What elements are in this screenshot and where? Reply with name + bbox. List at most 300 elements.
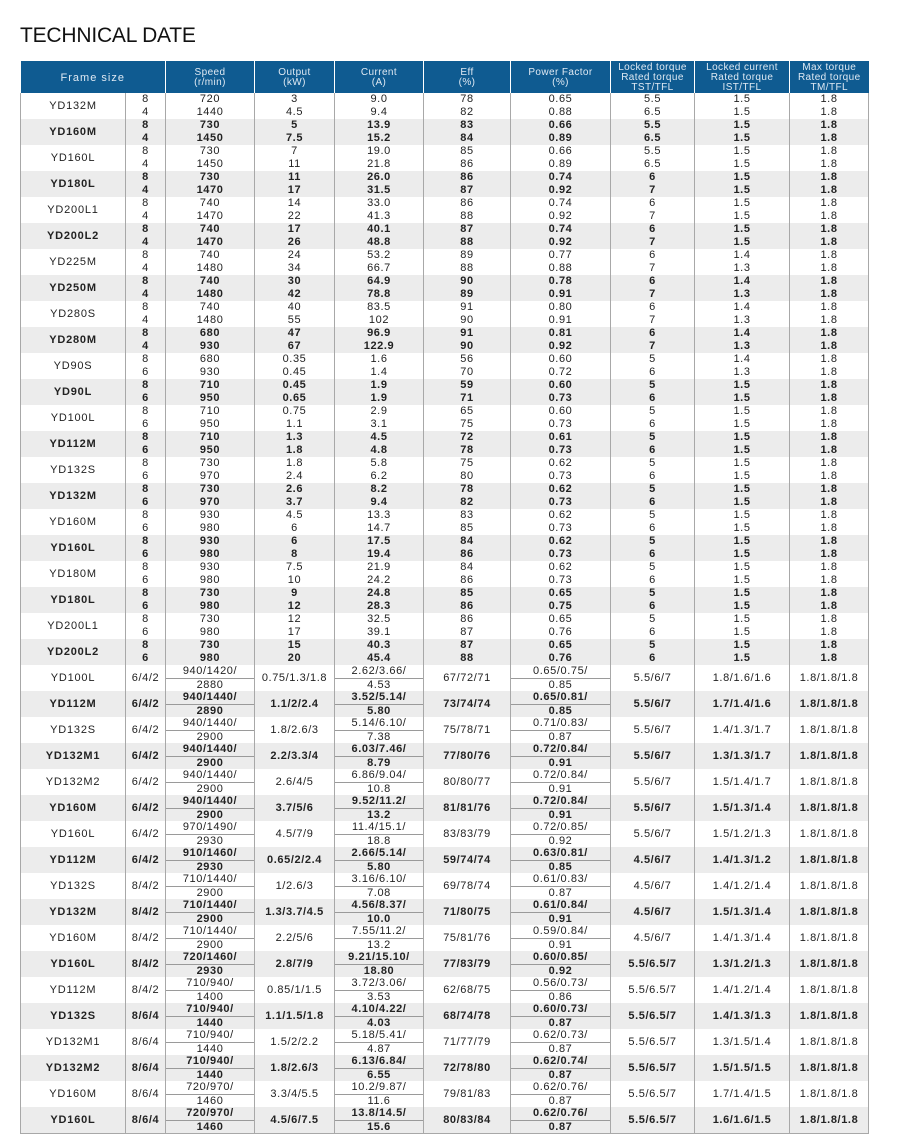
speed-cell: 1450 — [166, 132, 255, 145]
eff-cell: 84 — [424, 561, 511, 574]
header-current-unit: (A) — [371, 76, 387, 88]
max-torque-cell: 1.8/1.8/1.8 — [790, 691, 869, 717]
poles-cell: 4 — [126, 106, 166, 119]
power-factor-cell-line2: 0.87 — [548, 886, 573, 899]
power-factor-cell-line1: 0.62/0.74/ — [511, 1055, 610, 1069]
header-lc-l3: IST/TFL — [722, 81, 762, 93]
speed-cell: 730 — [166, 639, 255, 652]
locked-torque-cell: 6.5 — [611, 158, 695, 171]
output-cell: 8 — [255, 548, 335, 561]
table-row — [21, 236, 869, 249]
locked-torque-cell: 5 — [611, 561, 695, 574]
max-torque-cell: 1.8 — [790, 418, 869, 431]
output-cell: 15 — [255, 639, 335, 652]
locked-current-cell: 1.3/1.5/1.4 — [695, 1029, 790, 1055]
power-factor-cell-line1: 0.65/0.75/ — [511, 665, 610, 679]
current-cell: 21.8 — [335, 158, 424, 171]
current-cell: 26.0 — [335, 171, 424, 184]
current-cell: 45.4 — [335, 652, 424, 665]
output-cell: 0.35 — [255, 353, 335, 366]
poles-cell: 6 — [126, 626, 166, 639]
current-cell-line1: 13.8/14.5/ — [335, 1107, 423, 1121]
header-current-label: Current — [360, 66, 398, 78]
locked-current-cell: 1.4 — [695, 327, 790, 340]
frame-size-cell: YD160M — [21, 795, 126, 821]
speed-cell-line1: 940/1440/ — [166, 717, 254, 731]
max-torque-cell: 1.8 — [790, 639, 869, 652]
speed-cell: 730 — [166, 171, 255, 184]
speed-cell-line1: 940/1440/ — [166, 769, 254, 783]
output-cell: 1.1/2/2.4 — [255, 691, 335, 717]
eff-cell: 88 — [424, 210, 511, 223]
frame-size-cell: YD132M — [21, 899, 126, 925]
power-factor-cell-stack — [511, 717, 610, 743]
locked-current-cell: 1.3/1.2/1.3 — [695, 951, 790, 977]
frame-size-cell: YD132S — [21, 457, 126, 483]
output-cell: 4.5 — [255, 106, 335, 119]
output-cell: 7.5 — [255, 561, 335, 574]
locked-current-cell: 1.5 — [695, 587, 790, 600]
current-cell: 3.1 — [335, 418, 424, 431]
speed-cell — [166, 847, 255, 873]
speed-cell — [166, 1081, 255, 1107]
locked-current-cell: 1.5 — [695, 561, 790, 574]
locked-current-cell: 1.5 — [695, 535, 790, 548]
current-cell-line1: 9.52/11.2/ — [335, 795, 423, 809]
speed-cell: 980 — [166, 522, 255, 535]
speed-cell-line2: 2930 — [196, 834, 224, 847]
poles-cell: 8/6/4 — [126, 1107, 166, 1134]
table-row — [21, 769, 869, 795]
speed-cell — [166, 795, 255, 821]
table-row — [21, 171, 869, 184]
frame-size-cell: YD132S — [21, 717, 126, 743]
poles-cell: 8 — [126, 223, 166, 236]
current-cell: 9.4 — [335, 496, 424, 509]
output-cell: 11 — [255, 171, 335, 184]
current-cell: 9.4 — [335, 106, 424, 119]
poles-cell: 8 — [126, 613, 166, 626]
speed-cell-line2: 2900 — [196, 938, 224, 951]
output-cell: 1.3/3.7/4.5 — [255, 899, 335, 925]
power-factor-cell-line2: 0.87 — [548, 1042, 573, 1055]
current-cell: 64.9 — [335, 275, 424, 288]
eff-cell: 90 — [424, 340, 511, 353]
locked-torque-cell: 5 — [611, 457, 695, 470]
speed-cell — [166, 951, 255, 977]
locked-current-cell: 1.5 — [695, 392, 790, 405]
power-factor-cell — [511, 717, 611, 743]
table-row — [21, 899, 869, 925]
frame-size-cell: YD200L1 — [21, 613, 126, 639]
output-cell: 0.65 — [255, 392, 335, 405]
power-factor-cell — [511, 1003, 611, 1029]
speed-cell — [166, 691, 255, 717]
current-cell: 66.7 — [335, 262, 424, 275]
output-cell: 26 — [255, 236, 335, 249]
locked-current-cell: 1.5 — [695, 652, 790, 665]
locked-torque-cell: 6.5 — [611, 132, 695, 145]
current-cell: 8.2 — [335, 483, 424, 496]
max-torque-cell: 1.8/1.8/1.8 — [790, 1029, 869, 1055]
table-row — [21, 509, 869, 522]
current-cell-stack — [335, 743, 423, 769]
speed-cell: 950 — [166, 444, 255, 457]
locked-current-cell: 1.4/1.3/1.2 — [695, 847, 790, 873]
locked-current-cell: 1.5 — [695, 158, 790, 171]
current-cell — [335, 717, 424, 743]
locked-current-cell: 1.5/1.4/1.7 — [695, 769, 790, 795]
locked-current-cell: 1.5 — [695, 444, 790, 457]
speed-cell-line1: 710/940/ — [166, 1003, 254, 1017]
locked-current-cell: 1.5 — [695, 171, 790, 184]
locked-torque-cell: 5.5 — [611, 93, 695, 106]
table-row — [21, 197, 869, 210]
table-row — [21, 379, 869, 392]
max-torque-cell: 1.8 — [790, 314, 869, 327]
current-cell: 39.1 — [335, 626, 424, 639]
poles-cell: 8 — [126, 561, 166, 574]
poles-cell: 6/4/2 — [126, 847, 166, 873]
header-pf-unit: (%) — [552, 76, 569, 88]
frame-size-cell: YD160M — [21, 1081, 126, 1107]
poles-cell: 8 — [126, 327, 166, 340]
eff-cell: 71/80/75 — [424, 899, 511, 925]
table-row — [21, 1081, 869, 1107]
locked-current-cell: 1.5 — [695, 132, 790, 145]
speed-cell — [166, 1055, 255, 1081]
speed-cell-line1: 940/1440/ — [166, 743, 254, 757]
eff-cell: 89 — [424, 249, 511, 262]
output-cell: 7 — [255, 145, 335, 158]
poles-cell: 4 — [126, 236, 166, 249]
frame-size-cell: YD132S — [21, 1003, 126, 1029]
output-cell: 2.2/3.3/4 — [255, 743, 335, 769]
current-cell-line2: 15.6 — [367, 1120, 391, 1133]
current-cell-line1: 5.14/6.10/ — [335, 717, 423, 731]
power-factor-cell — [511, 1107, 611, 1134]
power-factor-cell-line2: 0.91 — [548, 808, 573, 821]
max-torque-cell: 1.8 — [790, 405, 869, 418]
current-cell-line1: 6.13/6.84/ — [335, 1055, 423, 1069]
power-factor-cell-stack — [511, 1055, 610, 1081]
max-torque-cell: 1.8/1.8/1.8 — [790, 899, 869, 925]
speed-cell: 720 — [166, 93, 255, 106]
eff-cell: 56 — [424, 353, 511, 366]
speed-cell: 730 — [166, 483, 255, 496]
locked-current-cell: 1.5 — [695, 548, 790, 561]
speed-cell-line2: 2900 — [196, 730, 224, 743]
locked-current-cell: 1.5 — [695, 418, 790, 431]
power-factor-cell-line1: 0.60/0.85/ — [511, 951, 610, 965]
table-row — [21, 743, 869, 769]
table-row — [21, 652, 869, 665]
eff-cell: 87 — [424, 639, 511, 652]
output-cell: 14 — [255, 197, 335, 210]
eff-cell: 82 — [424, 106, 511, 119]
technical-data-table — [20, 61, 869, 1134]
table-row — [21, 951, 869, 977]
power-factor-cell: 0.73 — [511, 444, 611, 457]
poles-cell: 4 — [126, 340, 166, 353]
speed-cell-stack — [166, 769, 254, 795]
power-factor-cell: 0.62 — [511, 535, 611, 548]
output-cell: 3.3/4/5.5 — [255, 1081, 335, 1107]
power-factor-cell-stack — [511, 899, 610, 925]
table-row — [21, 431, 869, 444]
header-lc-l2: Rated torque — [710, 71, 774, 83]
eff-cell: 78 — [424, 444, 511, 457]
power-factor-cell: 0.65 — [511, 613, 611, 626]
table-row — [21, 821, 869, 847]
frame-size-cell: YD200L1 — [21, 197, 126, 223]
locked-torque-cell: 5.5/6.5/7 — [611, 1081, 695, 1107]
output-cell: 4.5/7/9 — [255, 821, 335, 847]
output-cell: 17 — [255, 184, 335, 197]
current-cell-line1: 7.55/11.2/ — [335, 925, 423, 939]
speed-cell — [166, 665, 255, 691]
locked-torque-cell: 7 — [611, 236, 695, 249]
max-torque-cell: 1.8/1.8/1.8 — [790, 977, 869, 1003]
current-cell — [335, 821, 424, 847]
eff-cell: 86 — [424, 574, 511, 587]
speed-cell-line2: 2890 — [196, 704, 224, 717]
speed-cell: 740 — [166, 301, 255, 314]
locked-current-cell: 1.5 — [695, 405, 790, 418]
speed-cell-line2: 2930 — [196, 964, 224, 977]
locked-current-cell: 1.5 — [695, 639, 790, 652]
locked-current-cell: 1.5 — [695, 210, 790, 223]
frame-size-cell: YD100L — [21, 665, 126, 691]
max-torque-cell: 1.8 — [790, 223, 869, 236]
max-torque-cell: 1.8 — [790, 509, 869, 522]
max-torque-cell: 1.8 — [790, 379, 869, 392]
current-cell-stack — [335, 769, 423, 795]
current-cell — [335, 1055, 424, 1081]
current-cell-line1: 2.62/3.66/ — [335, 665, 423, 679]
current-cell: 122.9 — [335, 340, 424, 353]
power-factor-cell-stack — [511, 873, 610, 899]
poles-cell: 8 — [126, 249, 166, 262]
eff-cell: 86 — [424, 548, 511, 561]
locked-current-cell: 1.5 — [695, 223, 790, 236]
frame-size-cell: YD112M — [21, 431, 126, 457]
locked-torque-cell: 7 — [611, 314, 695, 327]
speed-cell: 950 — [166, 418, 255, 431]
max-torque-cell: 1.8 — [790, 392, 869, 405]
speed-cell-line1: 940/1420/ — [166, 665, 254, 679]
current-cell-line2: 18.8 — [367, 834, 391, 847]
current-cell — [335, 795, 424, 821]
output-cell: 42 — [255, 288, 335, 301]
speed-cell-stack — [166, 821, 254, 847]
locked-torque-cell: 6 — [611, 301, 695, 314]
locked-torque-cell: 5 — [611, 353, 695, 366]
output-cell: 1.1 — [255, 418, 335, 431]
max-torque-cell: 1.8 — [790, 340, 869, 353]
power-factor-cell: 0.92 — [511, 210, 611, 223]
speed-cell: 980 — [166, 652, 255, 665]
current-cell-line1: 4.10/4.22/ — [335, 1003, 423, 1017]
power-factor-cell: 0.73 — [511, 496, 611, 509]
locked-current-cell: 1.5 — [695, 197, 790, 210]
locked-torque-cell: 6 — [611, 197, 695, 210]
header-output-unit: (kW) — [283, 76, 306, 88]
locked-current-cell: 1.3 — [695, 314, 790, 327]
table-row — [21, 340, 869, 353]
locked-torque-cell: 6 — [611, 548, 695, 561]
speed-cell — [166, 821, 255, 847]
locked-torque-cell: 6 — [611, 392, 695, 405]
locked-torque-cell: 5 — [611, 535, 695, 548]
max-torque-cell: 1.8 — [790, 522, 869, 535]
eff-cell: 83 — [424, 119, 511, 132]
poles-cell: 6 — [126, 444, 166, 457]
max-torque-cell: 1.8 — [790, 535, 869, 548]
max-torque-cell: 1.8 — [790, 197, 869, 210]
max-torque-cell: 1.8 — [790, 119, 869, 132]
power-factor-cell — [511, 977, 611, 1003]
max-torque-cell: 1.8/1.8/1.8 — [790, 847, 869, 873]
power-factor-cell — [511, 821, 611, 847]
max-torque-cell: 1.8 — [790, 444, 869, 457]
eff-cell: 81/81/76 — [424, 795, 511, 821]
eff-cell: 90 — [424, 314, 511, 327]
speed-cell — [166, 769, 255, 795]
poles-cell: 8 — [126, 93, 166, 106]
speed-cell: 680 — [166, 327, 255, 340]
locked-current-cell: 1.4/1.2/1.4 — [695, 977, 790, 1003]
table-row — [21, 444, 869, 457]
poles-cell: 8 — [126, 457, 166, 470]
eff-cell: 85 — [424, 145, 511, 158]
power-factor-cell: 0.92 — [511, 340, 611, 353]
locked-current-cell: 1.4 — [695, 275, 790, 288]
speed-cell-stack — [166, 1081, 254, 1107]
header-mt-l1: Max torque — [802, 61, 857, 73]
current-cell: 17.5 — [335, 535, 424, 548]
speed-cell-stack — [166, 951, 254, 977]
table-row — [21, 795, 869, 821]
locked-torque-cell: 7 — [611, 288, 695, 301]
max-torque-cell: 1.8 — [790, 600, 869, 613]
eff-cell: 84 — [424, 535, 511, 548]
eff-cell: 77/80/76 — [424, 743, 511, 769]
frame-size-cell: YD250M — [21, 275, 126, 301]
current-cell-line2: 13.2 — [367, 808, 391, 821]
speed-cell — [166, 717, 255, 743]
locked-torque-cell: 5.5/6/7 — [611, 665, 695, 691]
frame-size-cell: YD90S — [21, 353, 126, 379]
current-cell — [335, 1029, 424, 1055]
speed-cell-line1: 910/1460/ — [166, 847, 254, 861]
poles-cell: 8 — [126, 405, 166, 418]
page-title: TECHNICAL DATE — [20, 24, 196, 47]
speed-cell: 1450 — [166, 158, 255, 171]
current-cell: 33.0 — [335, 197, 424, 210]
power-factor-cell-line2: 0.85 — [548, 860, 573, 873]
max-torque-cell: 1.8 — [790, 652, 869, 665]
power-factor-cell: 0.62 — [511, 457, 611, 470]
poles-cell: 8 — [126, 301, 166, 314]
eff-cell: 86 — [424, 600, 511, 613]
locked-current-cell: 1.5 — [695, 106, 790, 119]
eff-cell: 87 — [424, 223, 511, 236]
power-factor-cell: 0.78 — [511, 275, 611, 288]
table-row — [21, 262, 869, 275]
locked-current-cell: 1.5/1.3/1.4 — [695, 899, 790, 925]
output-cell: 2.8/7/9 — [255, 951, 335, 977]
speed-cell-stack — [166, 925, 254, 951]
max-torque-cell: 1.8 — [790, 249, 869, 262]
eff-cell: 77/83/79 — [424, 951, 511, 977]
eff-cell: 88 — [424, 262, 511, 275]
speed-cell-line2: 2900 — [196, 912, 224, 925]
poles-cell: 8 — [126, 483, 166, 496]
locked-current-cell: 1.4/1.3/1.3 — [695, 1003, 790, 1029]
output-cell: 67 — [255, 340, 335, 353]
power-factor-cell-line1: 0.72/0.84/ — [511, 769, 610, 783]
locked-current-cell: 1.5 — [695, 93, 790, 106]
output-cell: 4.5 — [255, 509, 335, 522]
frame-size-cell: YD225M — [21, 249, 126, 275]
poles-cell: 6 — [126, 392, 166, 405]
max-torque-cell: 1.8/1.8/1.8 — [790, 1081, 869, 1107]
current-cell: 1.9 — [335, 379, 424, 392]
power-factor-cell-stack — [511, 821, 610, 847]
speed-cell: 970 — [166, 470, 255, 483]
poles-cell: 6 — [126, 600, 166, 613]
poles-cell: 8 — [126, 145, 166, 158]
power-factor-cell-line2: 0.87 — [548, 730, 573, 743]
current-cell — [335, 1107, 424, 1134]
current-cell-line2: 7.38 — [367, 730, 391, 743]
speed-cell: 980 — [166, 600, 255, 613]
speed-cell-line1: 710/1440/ — [166, 873, 254, 887]
max-torque-cell: 1.8 — [790, 496, 869, 509]
header-pf-label: Power Factor — [528, 66, 593, 78]
current-cell: 1.6 — [335, 353, 424, 366]
speed-cell: 740 — [166, 275, 255, 288]
table-row — [21, 249, 869, 262]
speed-cell: 730 — [166, 119, 255, 132]
header-output — [255, 61, 335, 93]
current-cell-line1: 3.16/6.10/ — [335, 873, 423, 887]
current-cell-line2: 10.0 — [367, 912, 391, 925]
table-row — [21, 366, 869, 379]
speed-cell-line1: 970/1490/ — [166, 821, 254, 835]
current-cell: 24.8 — [335, 587, 424, 600]
locked-current-cell: 1.3 — [695, 288, 790, 301]
current-cell: 83.5 — [335, 301, 424, 314]
eff-cell: 80/83/84 — [424, 1107, 511, 1134]
power-factor-cell-line2: 0.87 — [548, 1068, 573, 1081]
table-row — [21, 145, 869, 158]
speed-cell-stack — [166, 717, 254, 743]
max-torque-cell: 1.8 — [790, 236, 869, 249]
output-cell: 0.75/1.3/1.8 — [255, 665, 335, 691]
max-torque-cell: 1.8/1.8/1.8 — [790, 1107, 869, 1134]
power-factor-cell-line1: 0.72/0.85/ — [511, 821, 610, 835]
locked-current-cell: 1.5/1.3/1.4 — [695, 795, 790, 821]
power-factor-cell: 0.77 — [511, 249, 611, 262]
output-cell: 11 — [255, 158, 335, 171]
locked-torque-cell: 5 — [611, 405, 695, 418]
current-cell: 102 — [335, 314, 424, 327]
poles-cell: 6/4/2 — [126, 795, 166, 821]
current-cell: 41.3 — [335, 210, 424, 223]
current-cell: 14.7 — [335, 522, 424, 535]
